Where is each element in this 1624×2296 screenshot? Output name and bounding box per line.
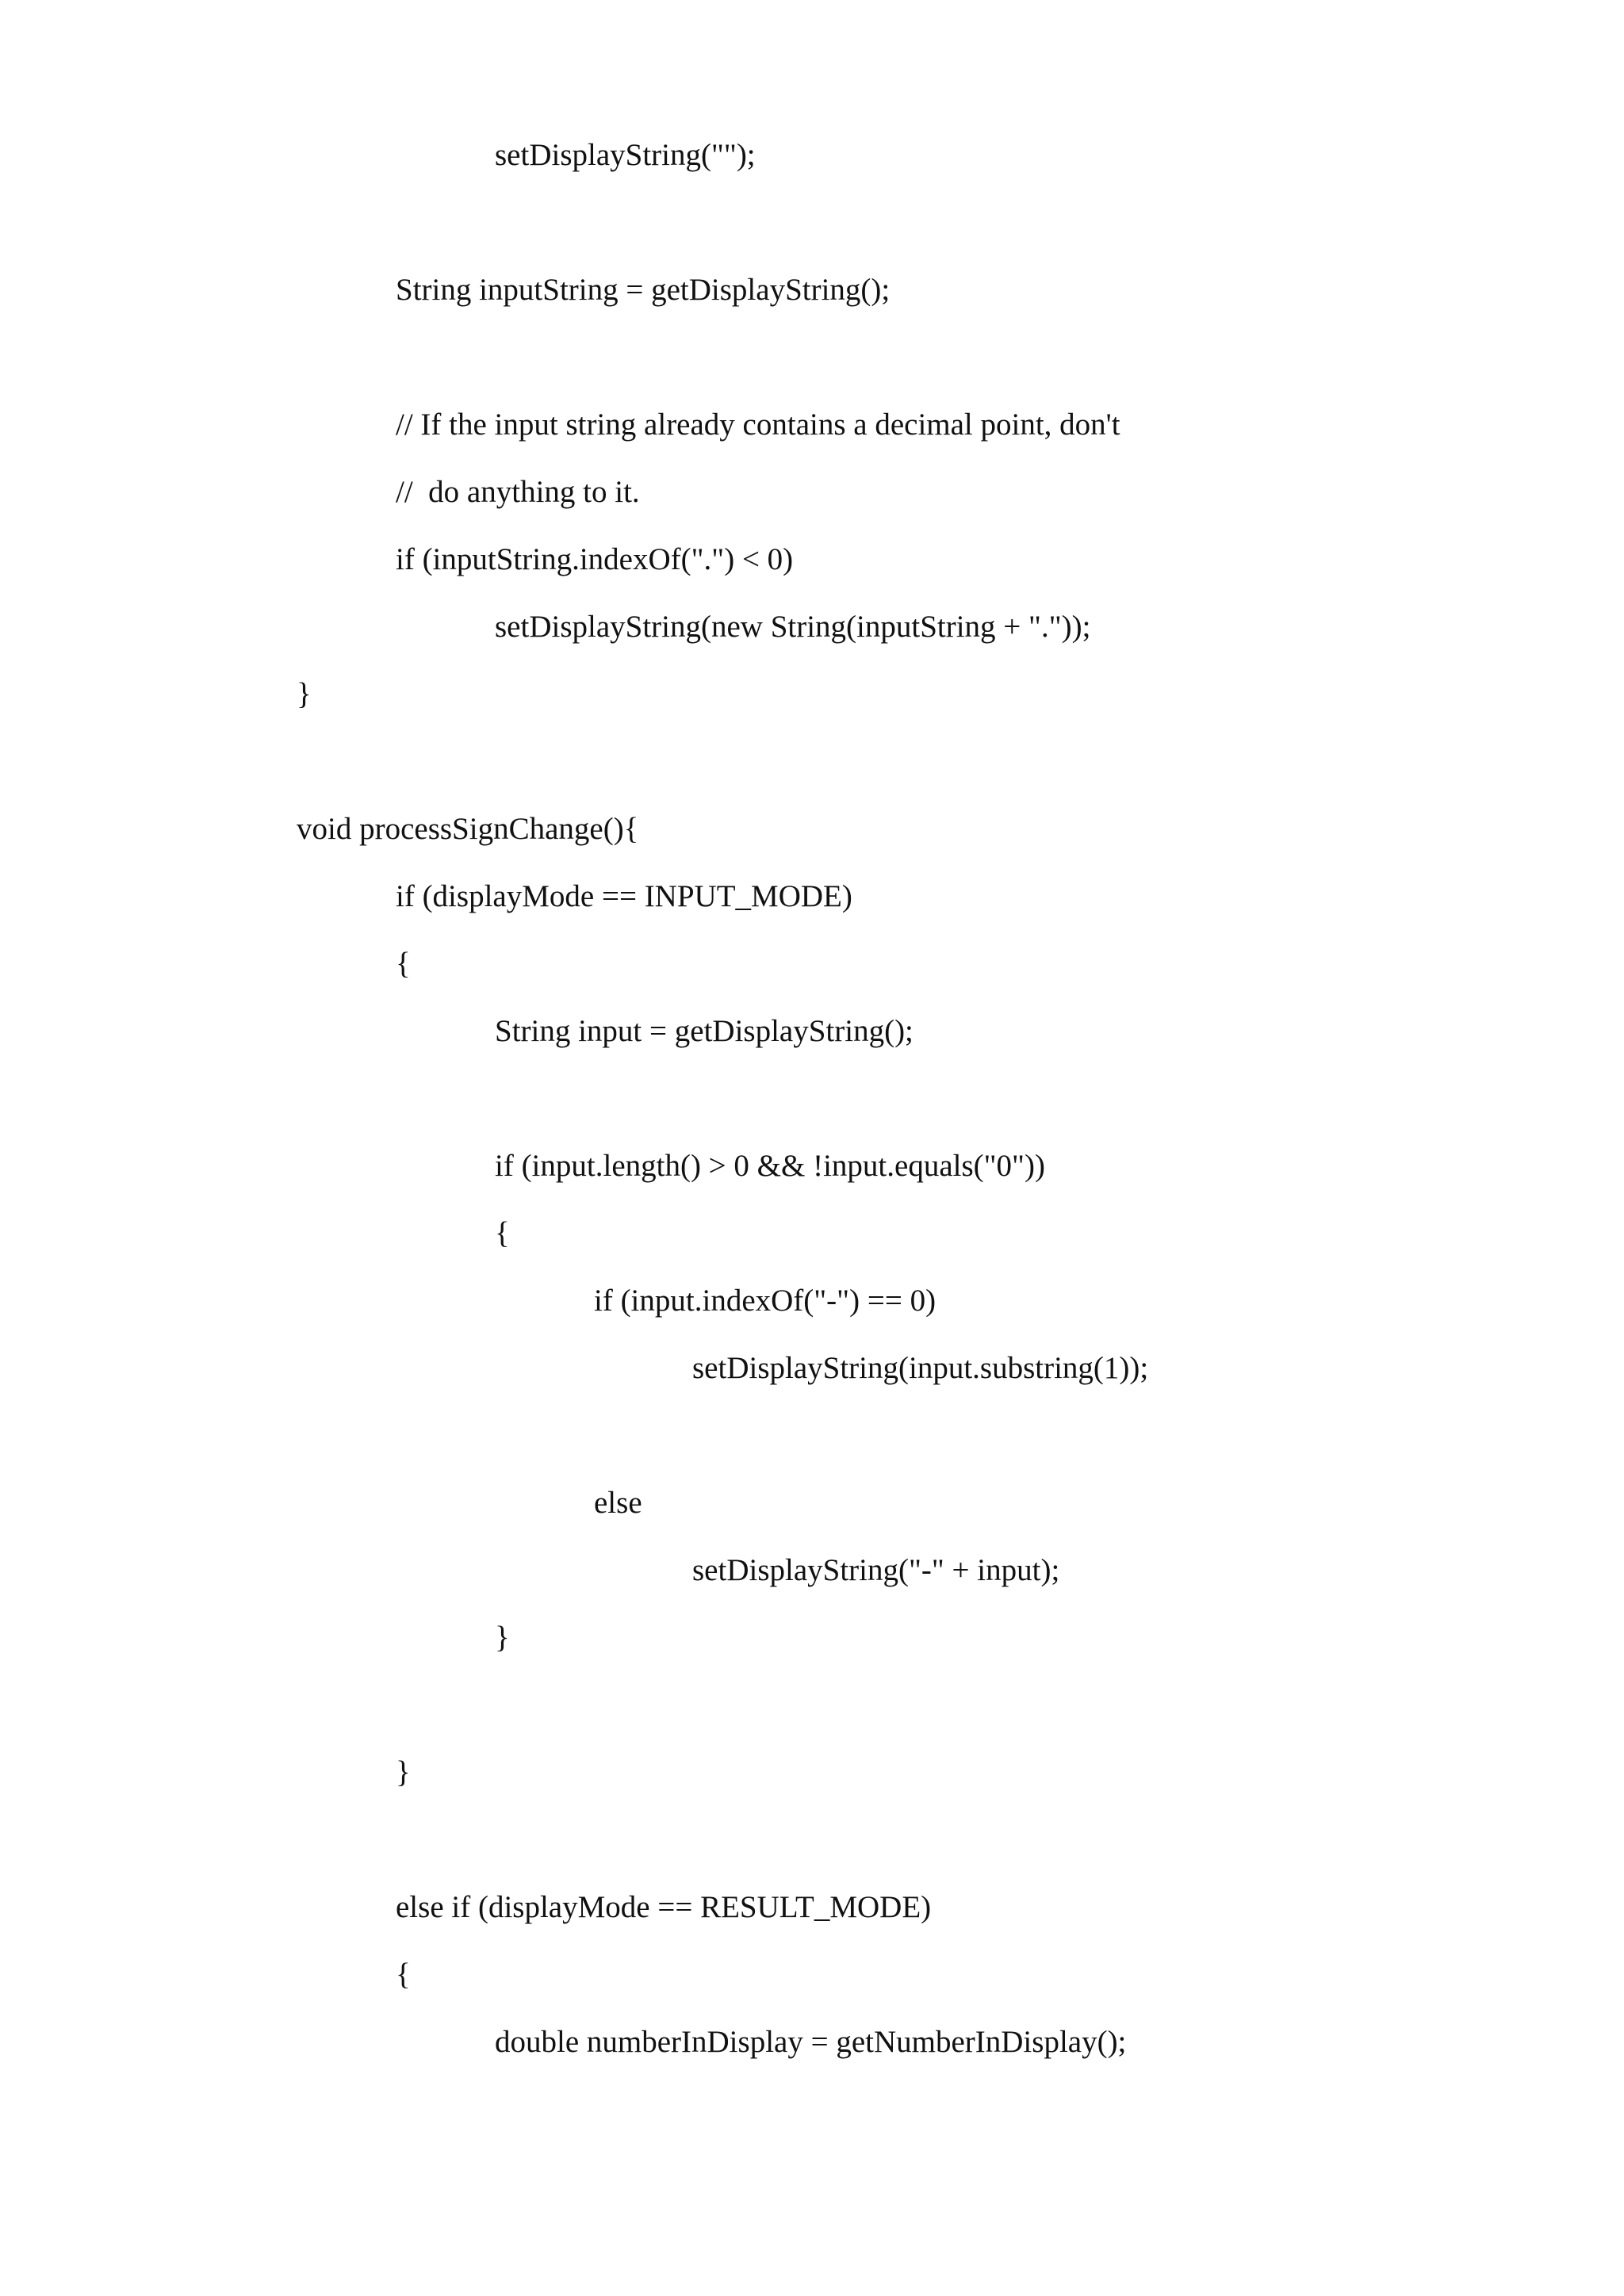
opening-brace: { xyxy=(495,1216,510,1250)
code-line: String input = getDisplayString(); xyxy=(495,1014,914,1048)
closing-brace: } xyxy=(396,1755,411,1789)
opening-brace: { xyxy=(396,1957,411,1992)
code-line: setDisplayString(input.substring(1)); xyxy=(692,1351,1149,1385)
opening-brace: { xyxy=(396,947,411,981)
code-comment-line: // If the input string already contains a decimal point, don't xyxy=(396,408,1120,442)
closing-brace: } xyxy=(297,677,312,711)
code-line: String inputString = getDisplayString(); xyxy=(396,273,891,307)
code-line: if (input.indexOf("-") == 0) xyxy=(594,1284,936,1318)
code-comment-line: // do anything to it. xyxy=(396,475,640,509)
code-line: if (inputString.indexOf(".") < 0) xyxy=(396,542,794,576)
code-line: setDisplayString(""); xyxy=(495,138,756,172)
code-line: else if (displayMode == RESULT_MODE) xyxy=(396,1890,932,1924)
method-signature: void processSignChange(){ xyxy=(297,812,639,846)
code-line: if (displayMode == INPUT_MODE) xyxy=(396,879,852,913)
code-line: setDisplayString("-" + input); xyxy=(692,1553,1060,1587)
code-line: double numberInDisplay = getNumberInDisplay(); xyxy=(495,2025,1127,2059)
code-line: setDisplayString(new String(inputString + ".")); xyxy=(495,610,1091,644)
code-line: else xyxy=(594,1486,642,1520)
closing-brace: } xyxy=(495,1621,510,1655)
code-line: if (input.length() > 0 && !input.equals("0")) xyxy=(495,1149,1045,1183)
